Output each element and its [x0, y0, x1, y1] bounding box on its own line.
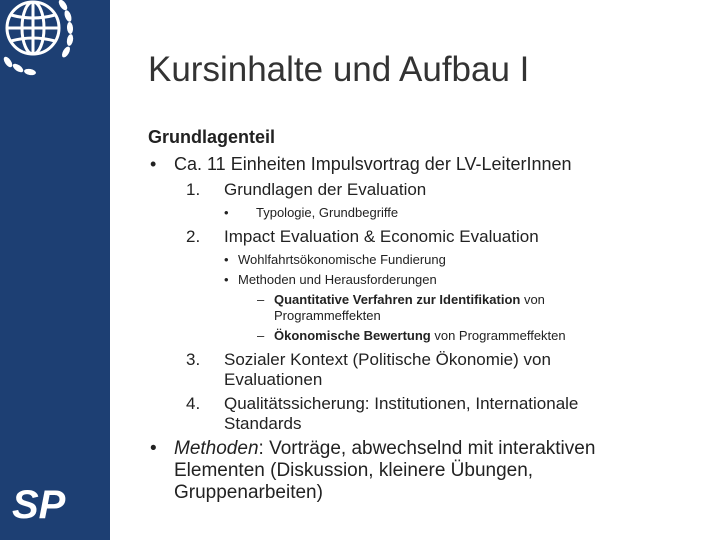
slide-title: Kursinhalte und Aufbau I	[148, 50, 530, 89]
dash-marker: –	[257, 328, 265, 343]
sub-bullet-marker: •	[224, 272, 229, 287]
bullet-methoden: Methoden: Vorträge, abwechselnd mit interaktiven	[174, 438, 596, 459]
item-number-2: 2.	[186, 227, 201, 246]
bullet-marker: •	[150, 154, 157, 174]
sub-item-methoden: Methoden und Herausforderungen	[238, 272, 437, 287]
svg-text:SP: SP	[12, 484, 66, 524]
item-number-4: 4.	[186, 394, 201, 413]
item-qualitaet-line2: Standards	[224, 414, 302, 433]
item-number-3: 3.	[186, 350, 201, 369]
bullet-marker: •	[150, 438, 157, 459]
detail-quantitative: Quantitative Verfahren zur Identifikation von	[274, 292, 545, 307]
item-sozialer-kontext-line2: Evaluationen	[224, 370, 323, 389]
dash-marker: –	[257, 292, 265, 307]
bullet-methoden-line3: Gruppenarbeiten)	[174, 482, 323, 503]
detail-quantitative-line2: Programmeffekten	[274, 308, 381, 323]
detail-oekonomische: Ökonomische Bewertung von Programmeffekten	[274, 328, 566, 343]
section-heading: Grundlagenteil	[148, 127, 276, 147]
item-qualitaet: Qualitätssicherung: Institutionen, Internationale	[224, 394, 579, 413]
bullet-methoden-line2: Elementen (Diskussion, kleinere Übungen,	[174, 460, 534, 481]
sub-bullet-marker: •	[224, 205, 229, 220]
sub-bullet-marker: •	[224, 252, 229, 267]
sub-item-typologie: Typologie, Grundbegriffe	[256, 205, 399, 220]
globe-laurel-icon	[0, 0, 110, 100]
item-impact-evaluation: Impact Evaluation & Economic Evaluation	[224, 227, 539, 246]
item-sozialer-kontext: Sozialer Kontext (Politische Ökonomie) von	[224, 350, 551, 369]
bullet-impulsvortrag: Ca. 11 Einheiten Impulsvortrag der LV-LeiterInnen	[174, 154, 572, 174]
sidebar-band	[0, 0, 110, 540]
sp-logo	[12, 484, 92, 524]
item-number-1: 1.	[186, 180, 201, 199]
sub-item-wohlfahrt: Wohlfahrtsökonomische Fundierung	[238, 252, 446, 267]
item-grundlagen: Grundlagen der Evaluation	[224, 180, 427, 199]
